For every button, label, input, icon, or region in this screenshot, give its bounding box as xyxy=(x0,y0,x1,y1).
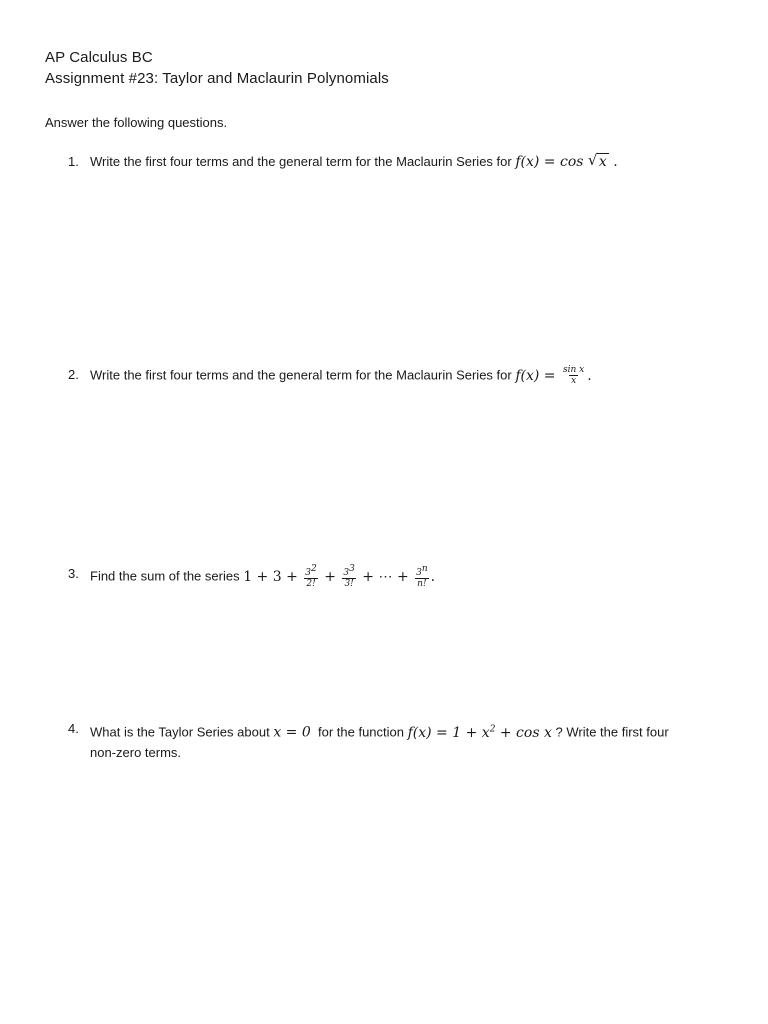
fraction-numerator: sin x xyxy=(562,365,585,375)
term-base: 3 xyxy=(343,568,350,578)
question-prompt-d: non-zero terms. xyxy=(90,744,182,760)
assignment-title: Assignment #23: Taylor and Maclaurin Polynomials xyxy=(45,70,389,87)
series-plus: + xyxy=(319,568,341,585)
series-expression xyxy=(243,564,436,589)
question-prompt: Write the first four terms and the general term for the Maclaurin Series for xyxy=(90,154,512,169)
math-x-equals-zero: x = 0 xyxy=(273,724,311,741)
math-func: cos xyxy=(559,154,584,170)
question-text xyxy=(90,719,710,763)
term-numerator xyxy=(414,564,430,578)
series-term xyxy=(303,564,318,589)
radicand: x xyxy=(598,154,607,170)
term-denominator: 2! xyxy=(306,579,316,589)
question-text xyxy=(90,152,710,172)
math-lhs: f(x) = xyxy=(515,154,560,170)
course-title: AP Calculus BC xyxy=(45,49,153,66)
series-lead: 1 + 3 + xyxy=(243,568,303,585)
math-function xyxy=(408,725,552,741)
term-denominator: n! xyxy=(417,579,427,589)
radical-icon: √ xyxy=(587,151,598,169)
instructions: Answer the following questions. xyxy=(45,115,228,130)
term-numerator xyxy=(303,564,318,578)
term-exponent: 3 xyxy=(349,564,355,574)
math-exponent: 2 xyxy=(489,724,496,734)
series-term xyxy=(341,564,356,589)
term-exponent: 2 xyxy=(311,564,317,574)
question-prompt-a: What is the Taylor Series about xyxy=(90,724,270,740)
term-base: 3 xyxy=(305,568,312,578)
question-number: 4. xyxy=(68,721,79,736)
question-number: 1. xyxy=(68,154,79,169)
math-end: . xyxy=(430,568,436,585)
term-base: 3 xyxy=(416,568,422,578)
math-function-tail: + cos x xyxy=(495,724,552,741)
question-prompt: Write the first four terms and the general term for the Maclaurin Series for xyxy=(90,367,512,383)
term-denominator: 3! xyxy=(344,579,354,589)
math-expression xyxy=(515,365,592,386)
question-number: 2. xyxy=(68,367,79,382)
question-text xyxy=(90,365,710,386)
term-exponent: n xyxy=(421,564,428,574)
math-end: . xyxy=(587,367,592,384)
term-numerator xyxy=(341,564,356,578)
square-root xyxy=(588,152,609,172)
math-lhs: f(x) = xyxy=(515,367,560,384)
series-ellipsis: + ⋯ + xyxy=(357,568,414,585)
question-prompt-c: ? Write the first four xyxy=(555,724,669,740)
math-expression xyxy=(515,151,618,170)
math-end: . xyxy=(613,154,618,170)
math-function-head: f(x) = 1 + x xyxy=(407,724,490,741)
question-prompt-b: for the function xyxy=(317,724,404,740)
question-number: 3. xyxy=(68,566,79,581)
question-prompt: Find the sum of the series xyxy=(90,568,240,584)
fraction-denominator: x xyxy=(571,376,577,386)
fraction xyxy=(561,365,586,386)
series-term xyxy=(414,564,430,589)
question-text xyxy=(90,564,710,589)
